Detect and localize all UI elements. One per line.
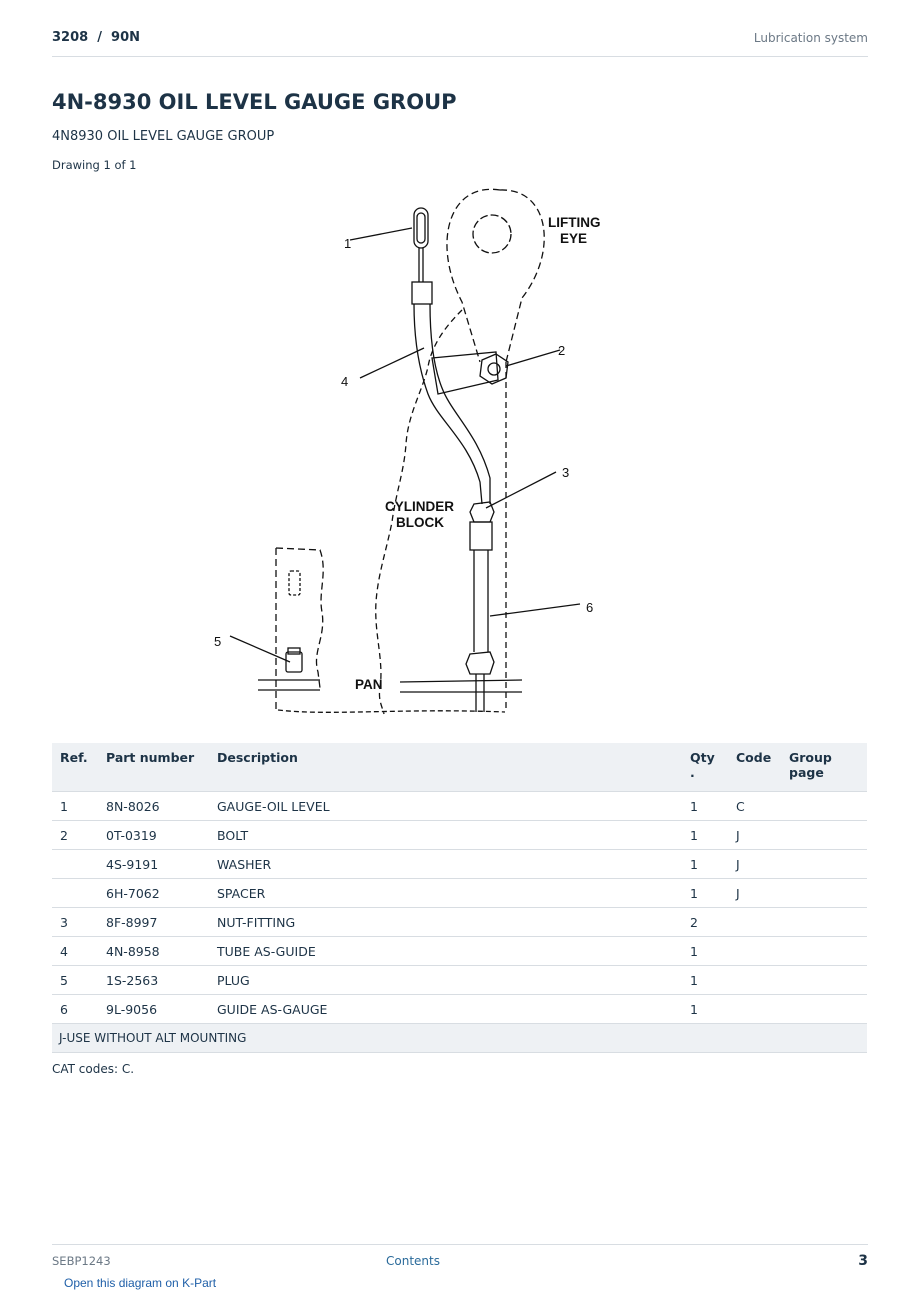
table-note: J-USE WITHOUT ALT MOUNTING <box>52 1024 867 1053</box>
col-qty: Qty . <box>682 743 728 792</box>
table-note-row <box>52 1024 867 1053</box>
cell-desc: PLUG <box>209 966 682 995</box>
col-code: Code <box>728 743 781 792</box>
cell-part: 4N-8958 <box>98 937 209 966</box>
parts-diagram <box>200 182 720 722</box>
cell-part: 8F-8997 <box>98 908 209 937</box>
cell-group <box>781 995 867 1024</box>
cell-ref: 4 <box>52 937 98 966</box>
cell-desc: NUT-FITTING <box>209 908 682 937</box>
cell-desc: TUBE AS-GUIDE <box>209 937 682 966</box>
col-description: Description <box>209 743 682 792</box>
cell-qty: 1 <box>682 995 728 1024</box>
table-row <box>52 879 867 908</box>
cell-qty: 1 <box>682 821 728 850</box>
breadcrumb: 3208 / 90N <box>52 30 141 45</box>
table-row <box>52 908 867 937</box>
cell-qty: 1 <box>682 879 728 908</box>
cell-group <box>781 908 867 937</box>
table-row <box>52 937 867 966</box>
section-name: Lubrication system <box>753 31 868 45</box>
cell-ref <box>52 879 98 908</box>
page-footer <box>52 1244 868 1273</box>
cell-qty: 1 <box>682 937 728 966</box>
page-subtitle: 4N8930 OIL LEVEL GAUGE GROUP <box>52 129 275 144</box>
cell-ref: 2 <box>52 821 98 850</box>
label-cylinder-2: BLOCK <box>396 515 444 530</box>
cell-part: 9L-9056 <box>98 995 209 1024</box>
cell-ref: 6 <box>52 995 98 1024</box>
lifting-eye-hole <box>473 215 511 253</box>
cell-ref: 1 <box>52 792 98 821</box>
cell-ref: 5 <box>52 966 98 995</box>
label-cylinder-1: CYLINDER <box>385 499 455 514</box>
callout-4: 4 <box>341 374 349 389</box>
col-ref: Ref. <box>52 743 98 792</box>
contents-link[interactable]: Contents <box>386 1254 440 1268</box>
cell-desc: BOLT <box>209 821 682 850</box>
col-group-page: Group page <box>781 743 867 792</box>
cell-code: J <box>728 879 781 908</box>
cell-desc: GUIDE AS-GAUGE <box>209 995 682 1024</box>
cat-codes: CAT codes: C. <box>52 1062 135 1076</box>
cell-group <box>781 850 867 879</box>
callout-6: 6 <box>586 600 594 615</box>
cell-part: 6H-7062 <box>98 879 209 908</box>
parts-table <box>52 743 867 1053</box>
label-pan: PAN <box>355 677 383 692</box>
cell-code: C <box>728 792 781 821</box>
gauge-handle <box>414 208 428 248</box>
table-row <box>52 821 867 850</box>
cell-part: 4S-9191 <box>98 850 209 879</box>
cell-part: 0T-0319 <box>98 821 209 850</box>
callout-2: 2 <box>558 343 566 358</box>
table-row <box>52 792 867 821</box>
page-title: 4N-8930 OIL LEVEL GAUGE GROUP <box>52 90 457 114</box>
cell-group <box>781 937 867 966</box>
cell-desc: GAUGE-OIL LEVEL <box>209 792 682 821</box>
cell-code <box>728 937 781 966</box>
callout-1: 1 <box>344 236 352 251</box>
cell-qty: 1 <box>682 966 728 995</box>
cell-qty: 2 <box>682 908 728 937</box>
cell-group <box>781 966 867 995</box>
cell-desc: WASHER <box>209 850 682 879</box>
bolt-head <box>480 354 508 384</box>
cell-part: 1S-2563 <box>98 966 209 995</box>
cell-code <box>728 995 781 1024</box>
cell-code: J <box>728 850 781 879</box>
cell-code <box>728 966 781 995</box>
cell-qty: 1 <box>682 850 728 879</box>
col-part-number: Part number <box>98 743 209 792</box>
cell-ref <box>52 850 98 879</box>
page-header <box>52 28 868 57</box>
pan-outline <box>276 548 323 688</box>
cell-code: J <box>728 821 781 850</box>
page-number: 3 <box>858 1253 868 1269</box>
cell-group <box>781 792 867 821</box>
cell-ref: 3 <box>52 908 98 937</box>
cell-qty: 1 <box>682 792 728 821</box>
cell-desc: SPACER <box>209 879 682 908</box>
cell-group <box>781 821 867 850</box>
table-row <box>52 966 867 995</box>
table-header-row <box>52 743 867 792</box>
table-row <box>52 995 867 1024</box>
label-lifting-1: LIFTING <box>548 215 601 230</box>
cell-code <box>728 908 781 937</box>
callout-3: 3 <box>562 465 570 480</box>
cell-group <box>781 879 867 908</box>
cell-part: 8N-8026 <box>98 792 209 821</box>
label-lifting-2: EYE <box>560 231 588 246</box>
drawing-label: Drawing 1 of 1 <box>52 158 137 172</box>
callout-5: 5 <box>214 634 222 649</box>
kpart-link[interactable]: Open this diagram on K-Part <box>64 1276 217 1290</box>
table-row <box>52 850 867 879</box>
document-id: SEBP1243 <box>52 1254 111 1268</box>
